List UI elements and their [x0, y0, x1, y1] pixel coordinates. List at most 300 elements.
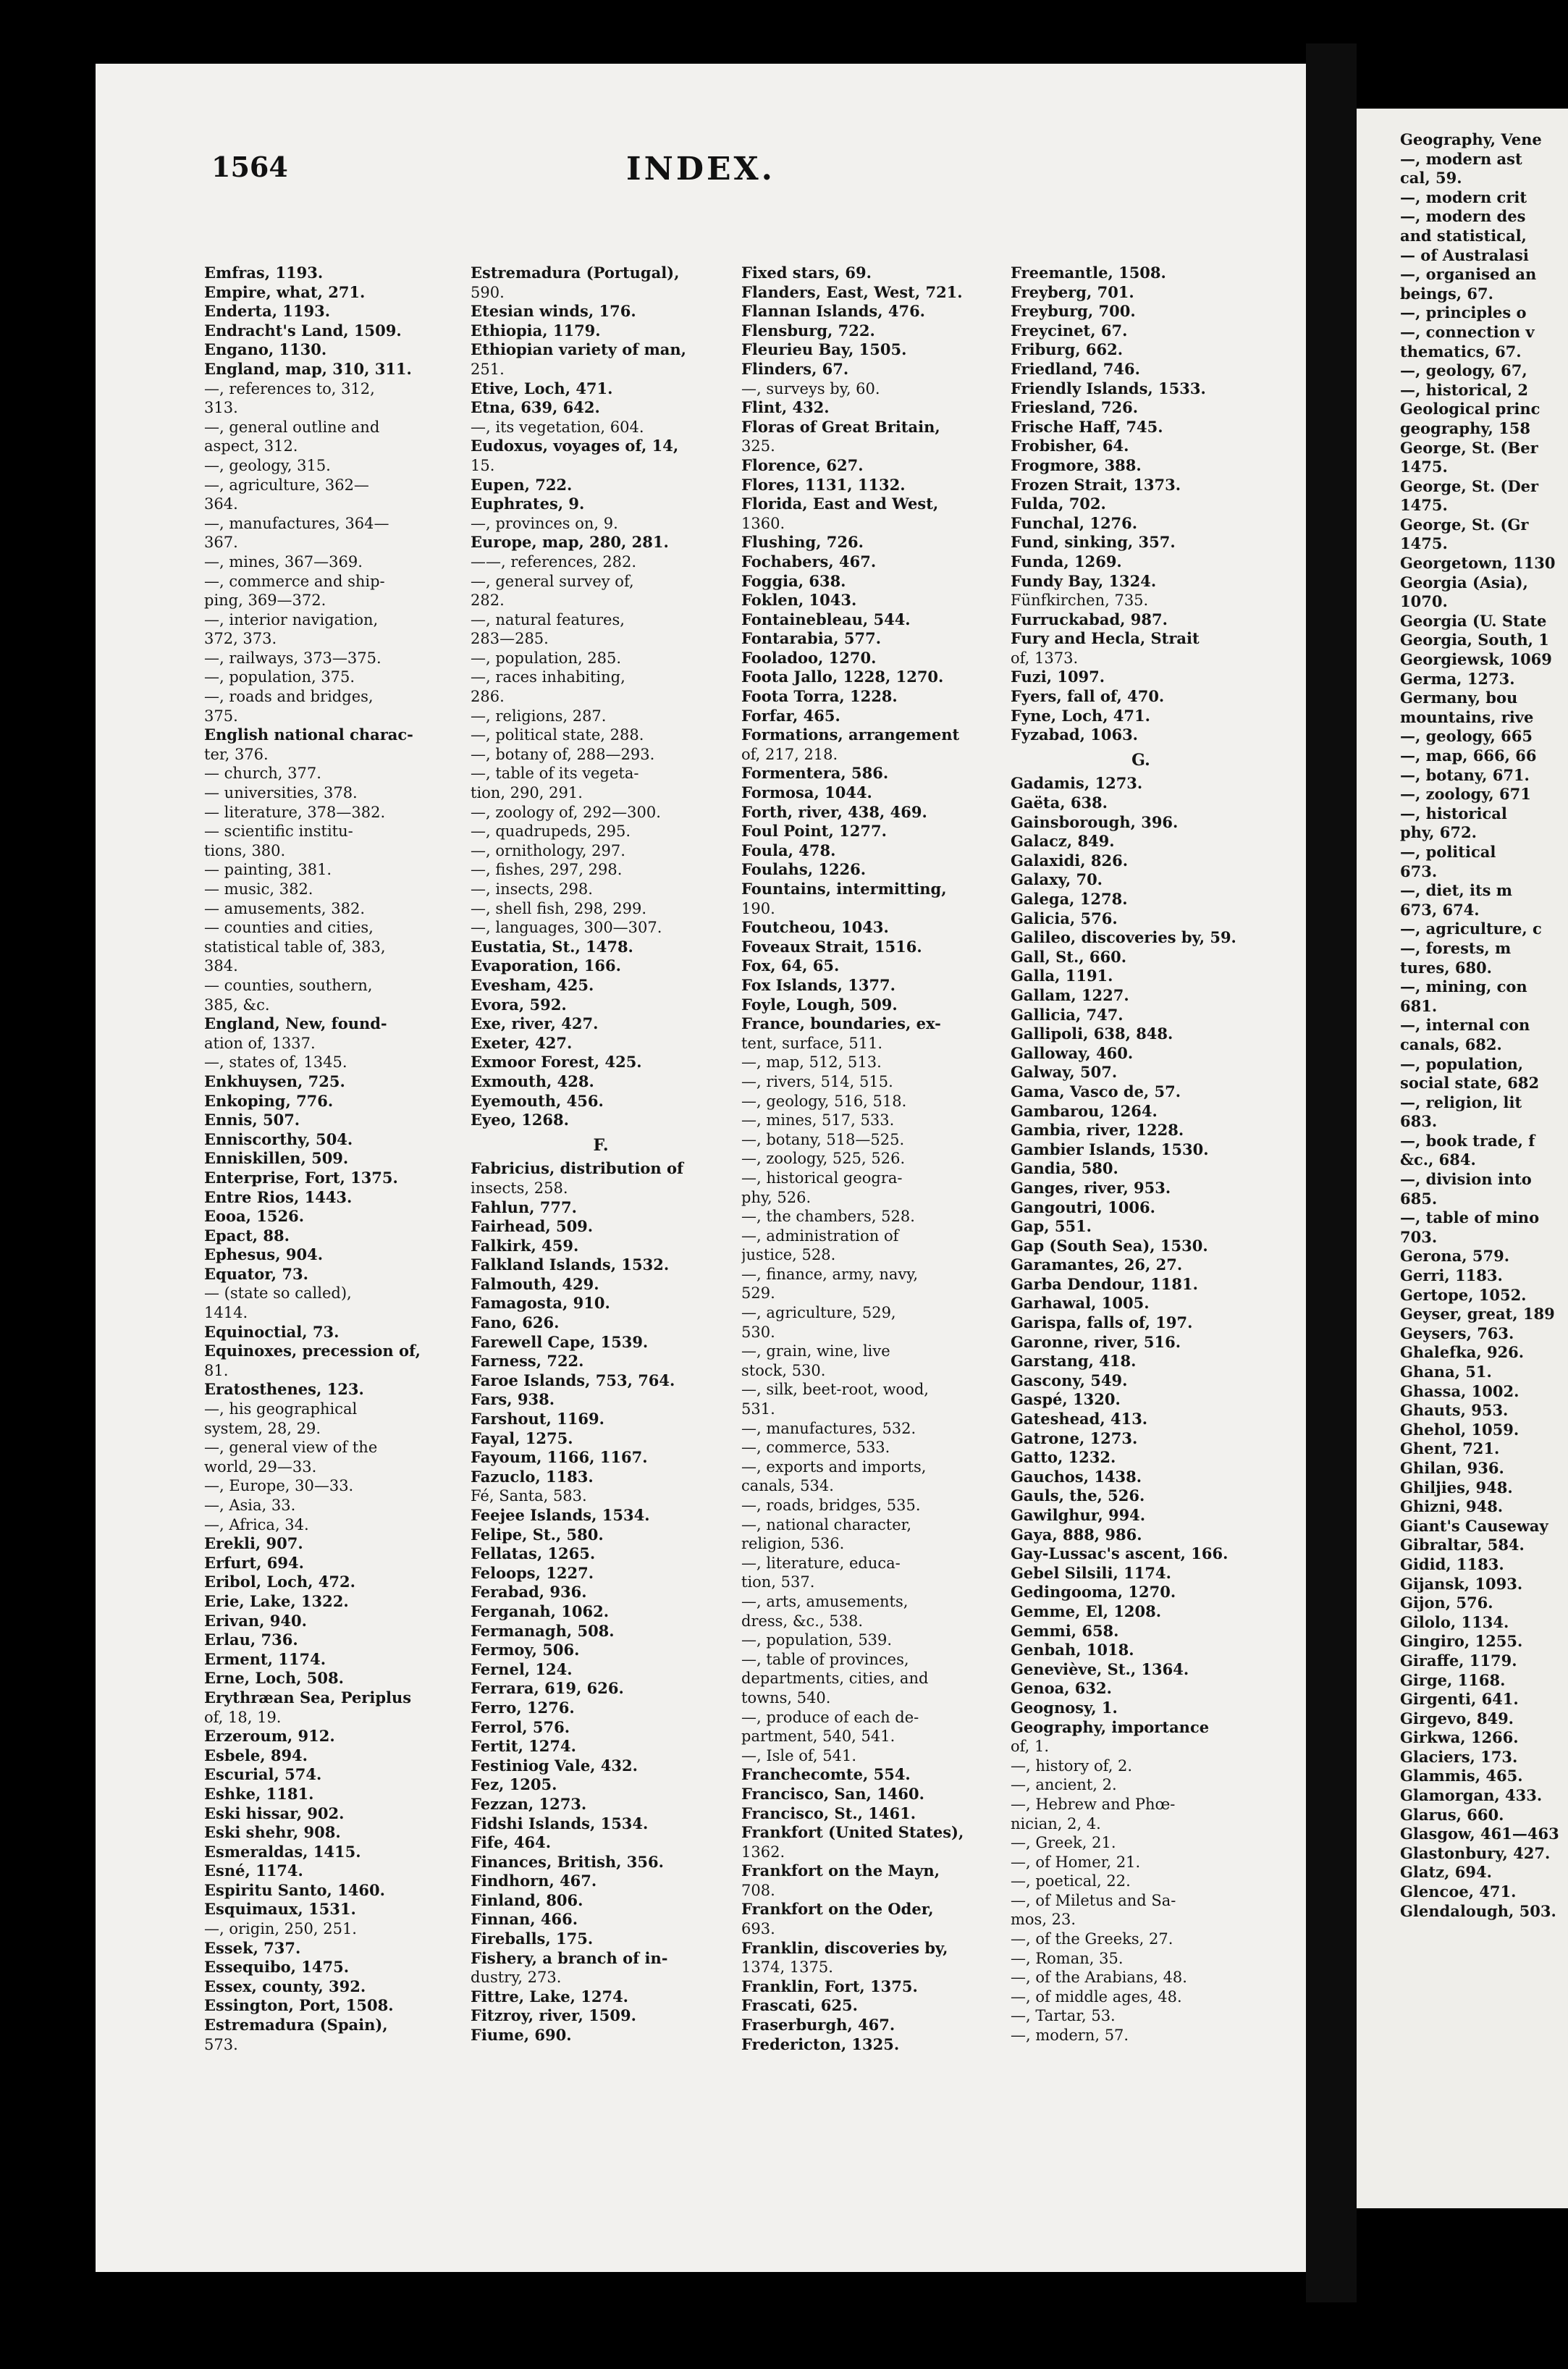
index-entry: Fernel, 124.	[471, 1659, 573, 1678]
index-column-4	[1011, 264, 1271, 2218]
facing-index-entry: —, religion, lit	[1400, 1093, 1522, 1111]
index-entry: 372, 373.	[204, 630, 277, 648]
facing-index-entry: —, botany, 671.	[1400, 765, 1530, 784]
index-entry: Fano, 626.	[471, 1313, 560, 1332]
index-entry: —, manufactures, 364—	[204, 514, 389, 532]
index-entry: Frozen Strait, 1373.	[1011, 475, 1181, 494]
facing-index-entry: —, geology, 665	[1400, 727, 1533, 746]
index-entry: Freyburg, 700.	[1011, 302, 1136, 321]
facing-index-entry: Georgia (U. State	[1400, 611, 1547, 630]
index-entry: Equator, 73.	[204, 1264, 308, 1283]
index-entry: Finnan, 466.	[471, 1910, 578, 1929]
index-entry: —, silk, beet-root, wood,	[741, 1381, 929, 1399]
index-entry: Enniscorthy, 504.	[204, 1129, 353, 1148]
index-entry: Gaspé, 1320.	[1011, 1390, 1121, 1409]
index-entry: Fitzroy, river, 1509.	[471, 2006, 636, 2025]
index-entry: Foula, 478.	[741, 841, 836, 859]
index-entry: Famagosta, 910.	[471, 1294, 610, 1313]
index-entry: Fife, 464.	[471, 1833, 552, 1852]
index-entry: — counties, southern,	[204, 976, 373, 994]
facing-index-entry: —, division into	[1400, 1170, 1532, 1189]
facing-index-entry: Glastonbury, 427.	[1400, 1843, 1551, 1862]
index-entry: Etesian winds, 176.	[471, 302, 636, 321]
facing-index-entry: 703.	[1400, 1227, 1438, 1246]
index-entry: —, general survey of,	[471, 572, 634, 590]
index-entry: Formentera, 586.	[741, 764, 889, 783]
index-entry: Farshout, 1169.	[471, 1410, 604, 1428]
index-entry: Erment, 1174.	[204, 1649, 326, 1668]
index-entry: Gatto, 1232.	[1011, 1448, 1116, 1467]
index-entry: —, historical geogra-	[741, 1169, 903, 1187]
index-entry: dustry, 273.	[471, 1969, 562, 1987]
index-entry: tions, 380.	[204, 841, 286, 859]
index-entry: Frobisher, 64.	[1011, 437, 1129, 455]
index-entry: Forfar, 465.	[741, 706, 840, 725]
index-entry: —, provinces on, 9.	[471, 514, 618, 532]
index-entry: 590.	[471, 283, 505, 301]
index-entry: —, national character,	[741, 1515, 912, 1533]
index-entry: Faroe Islands, 753, 764.	[471, 1371, 675, 1389]
index-entry: —, arts, amusements,	[741, 1592, 909, 1610]
index-entry: Fars, 938.	[471, 1390, 555, 1409]
index-entry: Falkirk, 459.	[471, 1236, 579, 1255]
index-entry: —, Hebrew and Phœ-	[1011, 1795, 1176, 1813]
index-entry: Emfras, 1193.	[204, 264, 324, 282]
index-entry: Fayoum, 1166, 1167.	[471, 1448, 648, 1467]
facing-index-entry: phy, 672.	[1400, 823, 1477, 842]
index-entry: Gambarou, 1264.	[1011, 1101, 1158, 1120]
facing-index-entry: beings, 67.	[1400, 284, 1493, 303]
index-entry: —, the chambers, 528.	[741, 1208, 915, 1226]
index-entry: Etna, 639, 642.	[471, 398, 600, 417]
index-entry: Garstang, 418.	[1011, 1352, 1137, 1371]
index-entry: —, languages, 300—307.	[471, 919, 662, 937]
index-entry: Fayal, 1275.	[471, 1428, 573, 1447]
index-entry: Essington, Port, 1508.	[204, 1996, 394, 2015]
index-entry: Flint, 432.	[741, 398, 830, 417]
index-entry: Esmeraldas, 1415.	[204, 1842, 361, 1861]
index-entry: Friedland, 746.	[1011, 359, 1140, 378]
index-entry: Gall, St., 660.	[1011, 947, 1127, 966]
index-entry: world, 29—33.	[204, 1457, 317, 1476]
index-entry: —, Tartar, 53.	[1011, 2007, 1116, 2025]
facing-index-entry: cal, 59.	[1400, 169, 1462, 188]
index-entry: Ferabad, 936.	[471, 1583, 587, 1602]
index-entry: Findhorn, 467.	[471, 1872, 597, 1890]
index-entry: —, table of its vegeta-	[471, 765, 639, 783]
index-entry: 286.	[471, 688, 505, 706]
facing-index-entry: Geyser, great, 189	[1400, 1305, 1555, 1324]
facing-index-entry: Ghiljies, 948.	[1400, 1478, 1513, 1497]
facing-index-entry: Georgiewsk, 1069	[1400, 650, 1552, 669]
index-entry: 1362.	[741, 1843, 785, 1861]
index-entry: Fleurieu Bay, 1505.	[741, 340, 907, 359]
index-entry: Evaporation, 166.	[471, 956, 621, 975]
index-entry: Galaxidi, 826.	[1011, 851, 1129, 870]
index-entry: Esquimaux, 1531.	[204, 1900, 356, 1919]
index-entry: tent, surface, 511.	[741, 1034, 883, 1052]
index-entry: Fox Islands, 1377.	[741, 975, 895, 994]
facing-index-entry: —, connection v	[1400, 322, 1535, 341]
facing-index-entry: Girkwa, 1266.	[1400, 1728, 1519, 1747]
index-entry: Flores, 1131, 1132.	[741, 475, 906, 494]
index-entry: — (state so called),	[204, 1284, 352, 1303]
index-entry: — literature, 378—382.	[204, 803, 386, 821]
index-entry: Fermanagh, 508.	[471, 1621, 615, 1640]
index-entry: Flannan Islands, 476.	[741, 302, 925, 321]
index-entry: Ferrara, 619, 626.	[471, 1679, 624, 1698]
index-entry: statistical table of, 383,	[204, 938, 386, 956]
index-entry: France, boundaries, ex-	[741, 1014, 941, 1033]
index-entry: Essex, county, 392.	[204, 1977, 366, 1995]
index-entry: —, its vegetation, 604.	[471, 418, 644, 436]
facing-index-entry: 673, 674.	[1400, 900, 1480, 919]
index-entry: 81.	[204, 1361, 229, 1379]
facing-index-entry: 683.	[1400, 1112, 1438, 1131]
facing-index-entry: Gilolo, 1134.	[1400, 1612, 1509, 1631]
facing-index-entry: Girgevo, 849.	[1400, 1709, 1514, 1728]
index-entry: Funda, 1269.	[1011, 552, 1122, 571]
index-entry: Esbele, 894.	[204, 1746, 308, 1764]
index-entry: —, geology, 315.	[204, 456, 331, 474]
index-entry: —, quadrupeds, 295.	[471, 822, 631, 841]
index-entry: Eooa, 1526.	[204, 1207, 305, 1226]
index-entry: Gambier Islands, 1530.	[1011, 1140, 1209, 1158]
index-entry: 1360.	[741, 514, 785, 532]
index-entry: —, mines, 517, 533.	[741, 1111, 895, 1129]
index-entry: English national charac-	[204, 725, 413, 744]
index-page	[96, 64, 1306, 2272]
index-entry: —, of the Arabians, 48.	[1011, 1969, 1187, 1987]
index-entry: —, Europe, 30—33.	[204, 1477, 354, 1495]
index-entry: —, table of provinces,	[741, 1650, 909, 1668]
index-entry: of, 217, 218.	[741, 745, 838, 763]
facing-index-entry: 673.	[1400, 862, 1438, 880]
facing-index-entry: Giant's Causeway	[1400, 1516, 1548, 1535]
index-entry: Foyle, Lough, 509.	[741, 995, 898, 1014]
index-entry: tion, 537.	[741, 1573, 815, 1591]
index-entry: Ephesus, 904.	[204, 1245, 324, 1264]
index-entry: Gaëta, 638.	[1011, 794, 1108, 812]
index-entry: Eribol, Loch, 472.	[204, 1573, 355, 1591]
index-entry: Flensburg, 722.	[741, 321, 875, 340]
facing-index-entry: mountains, rive	[1400, 707, 1534, 726]
index-entry: Gadamis, 1273.	[1011, 774, 1143, 793]
index-entry: —, modern, 57.	[1011, 2027, 1129, 2045]
index-entry: 1414.	[204, 1304, 248, 1322]
index-entry: Furruckabad, 987.	[1011, 610, 1168, 628]
index-entry: —, of the Greeks, 27.	[1011, 1930, 1173, 1948]
facing-index-entry: —, population,	[1400, 1054, 1524, 1073]
index-entry: Fidshi Islands, 1534.	[471, 1814, 649, 1832]
index-entry: Fabricius, distribution of	[471, 1159, 684, 1178]
index-entry: ——, references, 282.	[471, 552, 637, 571]
index-entry: Exmoor Forest, 425.	[471, 1053, 642, 1072]
facing-index-entry: Glatz, 694.	[1400, 1863, 1492, 1882]
index-entry: 1374, 1375.	[741, 1958, 833, 1977]
facing-index-entry: Georgia, South, 1	[1400, 631, 1549, 649]
index-entry: 708.	[741, 1881, 775, 1899]
index-entry: —, states of, 1345.	[204, 1053, 347, 1072]
index-entry: Europe, map, 280, 281.	[471, 533, 669, 552]
index-entry: Genbah, 1018.	[1011, 1641, 1134, 1659]
index-entry: mos, 23.	[1011, 1911, 1076, 1929]
index-entry: Gateshead, 413.	[1011, 1410, 1148, 1428]
index-entry: towns, 540.	[741, 1688, 831, 1707]
facing-index-entry: Gijon, 576.	[1400, 1594, 1493, 1612]
facing-index-entry: —, diet, its m	[1400, 881, 1512, 900]
index-entry: Foulahs, 1226.	[741, 860, 867, 879]
index-entry: —, origin, 250, 251.	[204, 1920, 357, 1938]
index-entry: Gallam, 1227.	[1011, 985, 1129, 1004]
index-entry: Flushing, 726.	[741, 533, 864, 552]
facing-index-entry: —, historical	[1400, 804, 1507, 822]
index-entry: Endracht's Land, 1509.	[204, 321, 402, 340]
index-entry: Francisco, San, 1460.	[741, 1784, 924, 1803]
index-entry: Gambia, river, 1228.	[1011, 1121, 1184, 1140]
index-entry: Gauchos, 1438.	[1011, 1467, 1142, 1486]
index-entry: Friesland, 726.	[1011, 398, 1139, 417]
index-entry: —, of Miletus and Sa-	[1011, 1891, 1176, 1909]
facing-page	[1357, 109, 1568, 2208]
index-entry: Euphrates, 9.	[471, 495, 585, 513]
index-entry: 282.	[471, 592, 505, 610]
index-entry: —, geology, 516, 518.	[741, 1092, 907, 1110]
index-entry: Garhawal, 1005.	[1011, 1294, 1150, 1313]
index-entry: Geneviève, St., 1364.	[1011, 1659, 1189, 1678]
facing-index-entry: —, modern des	[1400, 207, 1526, 226]
index-entry: Felipe, St., 580.	[471, 1525, 604, 1544]
index-entry: Franklin, discoveries by,	[741, 1938, 948, 1957]
index-entry: of, 1373.	[1011, 649, 1079, 667]
facing-index-entry: —, zoology, 671	[1400, 785, 1531, 804]
index-entry: —, agriculture, 362—	[204, 476, 369, 494]
facing-index-entry: Girgenti, 641.	[1400, 1690, 1519, 1709]
index-entry: — church, 377.	[204, 765, 321, 783]
index-entry: Garamantes, 26, 27.	[1011, 1255, 1183, 1274]
index-entry: —, manufactures, 532.	[741, 1419, 916, 1437]
index-entry: —, religions, 287.	[471, 707, 607, 725]
facing-index-entry: —, principles o	[1400, 303, 1527, 322]
index-entry: Freycinet, 67.	[1011, 321, 1128, 340]
index-entry: of, 1.	[1011, 1738, 1050, 1756]
index-entry: Fittre, Lake, 1274.	[471, 1987, 628, 2006]
index-entry: —, commerce, 533.	[741, 1439, 890, 1457]
index-entry: Gandia, 580.	[1011, 1159, 1118, 1178]
index-entry: —, rivers, 514, 515.	[741, 1072, 893, 1090]
facing-index-entry: Geography, Vene	[1400, 130, 1542, 148]
index-entry: 367.	[204, 534, 238, 552]
index-entry: —, population, 285.	[471, 649, 622, 667]
index-entry: Fyzabad, 1063.	[1011, 725, 1138, 744]
index-entry: Gebel Silsili, 1174.	[1011, 1563, 1171, 1582]
index-entry: stock, 530.	[741, 1361, 826, 1379]
facing-index-entry: Gidid, 1183.	[1400, 1554, 1504, 1573]
index-entry: — music, 382.	[204, 880, 313, 898]
facing-index-entry: Ghauts, 953.	[1400, 1401, 1509, 1420]
index-entry: Erie, Lake, 1322.	[204, 1591, 349, 1610]
index-entry: —, Isle of, 541.	[741, 1746, 857, 1764]
index-entry: Frankfort on the Oder,	[741, 1900, 934, 1919]
facing-index-entry: George, St. (Gr	[1400, 515, 1529, 534]
index-entry: Gemme, El, 1208.	[1011, 1602, 1162, 1620]
index-entry: Foota Torra, 1228.	[741, 687, 898, 706]
page-title: INDEX.	[626, 151, 775, 188]
index-entry: Fyne, Loch, 471.	[1011, 706, 1150, 725]
index-section-letter: G.	[1131, 750, 1150, 770]
index-entry: —, Asia, 33.	[204, 1497, 296, 1514]
facing-index-entry: —, modern ast	[1400, 149, 1522, 168]
facing-index-entry: Ghana, 51.	[1400, 1363, 1492, 1381]
facing-index-entry: Glammis, 465.	[1400, 1767, 1523, 1785]
index-entry: Escurial, 574.	[204, 1765, 322, 1784]
index-entry: canals, 534.	[741, 1477, 834, 1495]
index-entry: —, railways, 373—375.	[204, 649, 382, 667]
index-entry: —, botany of, 288—293.	[471, 745, 655, 763]
index-entry: Fellatas, 1265.	[471, 1544, 596, 1563]
facing-index-entry: Ghizni, 948.	[1400, 1497, 1504, 1516]
facing-index-entry: tures, 680.	[1400, 958, 1492, 977]
facing-index-entry: —, political	[1400, 842, 1496, 861]
index-entry: England, New, found-	[204, 1014, 387, 1033]
index-entry: Geognosy, 1.	[1011, 1698, 1118, 1717]
index-entry: —, general outline and	[204, 418, 380, 436]
index-entry: —, finance, army, navy,	[741, 1265, 919, 1283]
index-entry: Fünfkirchen, 735.	[1011, 592, 1149, 610]
index-entry: —, literature, educa-	[741, 1554, 901, 1572]
facing-index-entry: Glencoe, 471.	[1400, 1882, 1517, 1901]
page-header	[96, 151, 1306, 201]
facing-index-entry: Ghent, 721.	[1400, 1439, 1500, 1458]
facing-index-entry: Georgetown, 1130	[1400, 554, 1556, 573]
index-entry: —, roads, bridges, 535.	[741, 1497, 921, 1514]
index-entry: Falmouth, 429.	[471, 1274, 599, 1293]
index-entry: partment, 540, 541.	[741, 1728, 895, 1746]
index-entry: Espiritu Santo, 1460.	[204, 1880, 385, 1899]
index-entry: Festiniog Vale, 432.	[471, 1756, 638, 1775]
index-entry: Gama, Vasco de, 57.	[1011, 1082, 1181, 1101]
index-entry: Fox, 64, 65.	[741, 956, 840, 975]
index-entry: Exeter, 427.	[471, 1033, 573, 1052]
index-entry: — universities, 378.	[204, 784, 358, 802]
facing-index-entry: Ghilan, 936.	[1400, 1458, 1504, 1477]
index-entry: —, zoology, 525, 526.	[741, 1150, 906, 1168]
index-entry: Fazuclo, 1183.	[471, 1467, 594, 1486]
index-entry: Friburg, 662.	[1011, 340, 1124, 359]
index-entry: —, Greek, 21.	[1011, 1834, 1116, 1852]
index-entry: Fulda, 702.	[1011, 495, 1106, 513]
index-entry: Foul Point, 1277.	[741, 822, 887, 841]
index-entry: —, references to, 312,	[204, 379, 375, 397]
index-entry: tion, 290, 291.	[471, 784, 583, 802]
index-entry: Eshke, 1181.	[204, 1784, 314, 1803]
index-entry: —, general view of the	[204, 1439, 378, 1457]
index-entry: —, ancient, 2.	[1011, 1776, 1117, 1794]
index-entry: Franchecomte, 554.	[741, 1765, 911, 1784]
index-entry: Eski shehr, 908.	[204, 1823, 341, 1842]
index-entry: Farness, 722.	[471, 1352, 584, 1371]
index-entry: Eudoxus, voyages of, 14,	[471, 437, 679, 455]
facing-index-entry: geography, 158	[1400, 418, 1531, 437]
facing-index-entry: Glarus, 660.	[1400, 1805, 1504, 1824]
index-entry: Galega, 1278.	[1011, 890, 1128, 908]
facing-index-entry: Gijansk, 1093.	[1400, 1574, 1523, 1593]
index-entry: Foggia, 638.	[741, 571, 846, 590]
index-entry: Equinoctial, 73.	[204, 1322, 340, 1341]
index-column-3	[741, 264, 1002, 2218]
index-entry: Estremadura (Portugal),	[471, 264, 680, 282]
index-entry: Finland, 806.	[471, 1890, 583, 1909]
facing-index-entry: canals, 682.	[1400, 1035, 1502, 1053]
index-entry: —, of middle ages, 48.	[1011, 1987, 1182, 2006]
index-column-2	[471, 264, 731, 2218]
index-entry: Fraserburgh, 467.	[741, 2016, 895, 2035]
facing-index-entry: social state, 682	[1400, 1074, 1540, 1093]
index-entry: —, surveys by, 60.	[741, 379, 880, 397]
facing-index-entry: 1475.	[1400, 496, 1448, 515]
index-entry: justice, 528.	[741, 1246, 836, 1264]
index-entry: Ganges, river, 953.	[1011, 1178, 1171, 1197]
index-entry: Enkoping, 776.	[204, 1091, 334, 1110]
index-entry: Fuzi, 1097.	[1011, 668, 1105, 686]
index-entry: Gawilghur, 994.	[1011, 1506, 1146, 1524]
index-entry: Gaya, 888, 986.	[1011, 1525, 1142, 1544]
index-entry: Eratosthenes, 123.	[204, 1380, 364, 1399]
index-entry: Florence, 627.	[741, 455, 864, 474]
index-entry: Frogmore, 388.	[1011, 455, 1142, 474]
index-entry: —, commerce and ship-	[204, 572, 385, 590]
index-entry: Fez, 1205.	[471, 1775, 557, 1794]
facing-index-entry: 1070.	[1400, 592, 1448, 611]
index-entry: Foutcheou, 1043.	[741, 918, 889, 937]
facing-index-entry: Gerri, 1183.	[1400, 1266, 1503, 1285]
index-entry: Engano, 1130.	[204, 340, 327, 359]
index-entry: Francisco, St., 1461.	[741, 1804, 916, 1822]
index-entry: Franklin, Fort, 1375.	[741, 1977, 918, 1995]
index-entry: Etive, Loch, 471.	[471, 379, 613, 397]
facing-index-entry: 681.	[1400, 996, 1438, 1015]
index-entry: Fooladoo, 1270.	[741, 648, 877, 667]
index-entry: —, botany, 518—525.	[741, 1130, 905, 1148]
index-entry: Fishery, a branch of in-	[471, 1948, 668, 1967]
index-entry: Genoa, 632.	[1011, 1679, 1112, 1698]
index-entry: Friendly Islands, 1533.	[1011, 379, 1206, 397]
page-number: 1564	[211, 151, 288, 183]
facing-index-entry: &c., 684.	[1400, 1150, 1476, 1169]
index-entry: Foklen, 1043.	[741, 591, 857, 610]
facing-index-entry: Gertope, 1052.	[1400, 1285, 1527, 1304]
index-entry: 531.	[741, 1400, 775, 1418]
index-entry: Equinoxes, precession of,	[204, 1342, 421, 1360]
facing-index-entry: Giraffe, 1179.	[1400, 1651, 1517, 1670]
index-entry: Evesham, 425.	[471, 975, 594, 994]
index-entry: Fredericton, 1325.	[741, 2035, 900, 2053]
index-entry: — amusements, 382.	[204, 899, 366, 917]
index-entry: Enderta, 1193.	[204, 302, 331, 321]
facing-index-entry: Gerona, 579.	[1400, 1247, 1510, 1266]
index-entry: Ferrol, 576.	[471, 1717, 570, 1736]
index-section-letter: F.	[593, 1135, 609, 1155]
index-entry: Fyers, fall of, 470.	[1011, 687, 1165, 706]
index-entry: ation of, 1337.	[204, 1034, 316, 1052]
facing-index-entry: —, forests, m	[1400, 938, 1512, 957]
index-entry: —, population, 539.	[741, 1631, 893, 1649]
facing-index-entry: —, modern crit	[1400, 188, 1527, 206]
index-entry: 15.	[471, 456, 495, 474]
index-entry: —, agriculture, 529,	[741, 1304, 896, 1322]
index-entry: Garonne, river, 516.	[1011, 1332, 1181, 1351]
facing-index-entry: —, mining, con	[1400, 977, 1527, 996]
